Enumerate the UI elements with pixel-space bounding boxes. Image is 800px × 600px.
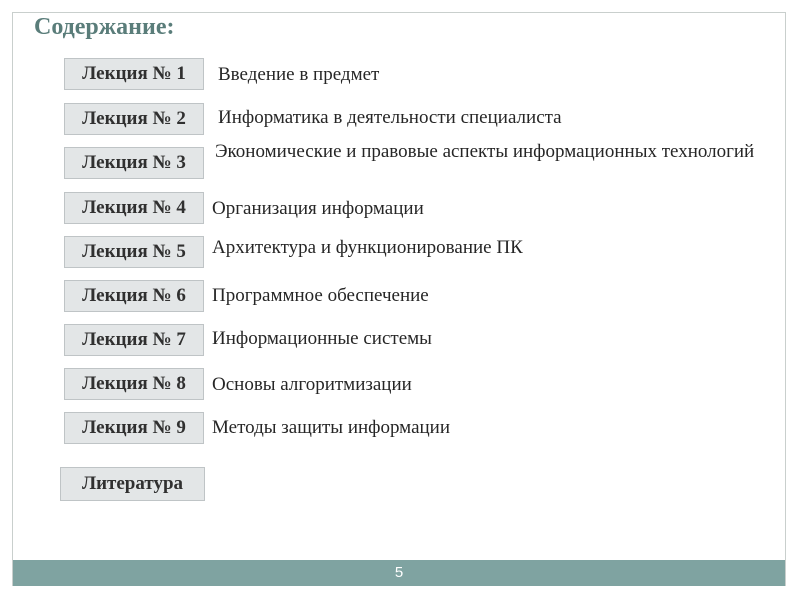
lecture-8-topic: Основы алгоритмизации xyxy=(212,374,412,395)
lecture-6-topic: Программное обеспечение xyxy=(212,285,429,306)
page-title: Содержание: xyxy=(34,14,175,40)
lecture-9-topic: Методы защиты информации xyxy=(212,417,451,438)
literature-button[interactable]: Литература xyxy=(60,467,205,501)
lecture-5-button[interactable]: Лекция № 5 xyxy=(64,236,204,268)
lecture-8-button[interactable]: Лекция № 8 xyxy=(64,368,204,400)
lecture-1-topic: Введение в предмет xyxy=(218,64,380,85)
lecture-5-topic: Архитектура и функционирование ПК xyxy=(212,237,523,258)
lecture-2-topic: Информатика в деятельности специалиста xyxy=(218,107,562,128)
lecture-1-button[interactable]: Лекция № 1 xyxy=(64,58,204,90)
lecture-7-topic: Информационные системы xyxy=(212,328,432,349)
lecture-3-topic: Экономические и правовые аспекты информационных технологий xyxy=(215,141,755,162)
footer-bar xyxy=(13,560,785,586)
lecture-7-button[interactable]: Лекция № 7 xyxy=(64,324,204,356)
lecture-9-button[interactable]: Лекция № 9 xyxy=(64,412,204,444)
lecture-3-button[interactable]: Лекция № 3 xyxy=(64,147,204,179)
lecture-2-button[interactable]: Лекция № 2 xyxy=(64,103,204,135)
lecture-6-button[interactable]: Лекция № 6 xyxy=(64,280,204,312)
page-number: 5 xyxy=(394,564,404,581)
lecture-4-topic: Организация информации xyxy=(212,198,424,219)
lecture-4-button[interactable]: Лекция № 4 xyxy=(64,192,204,224)
